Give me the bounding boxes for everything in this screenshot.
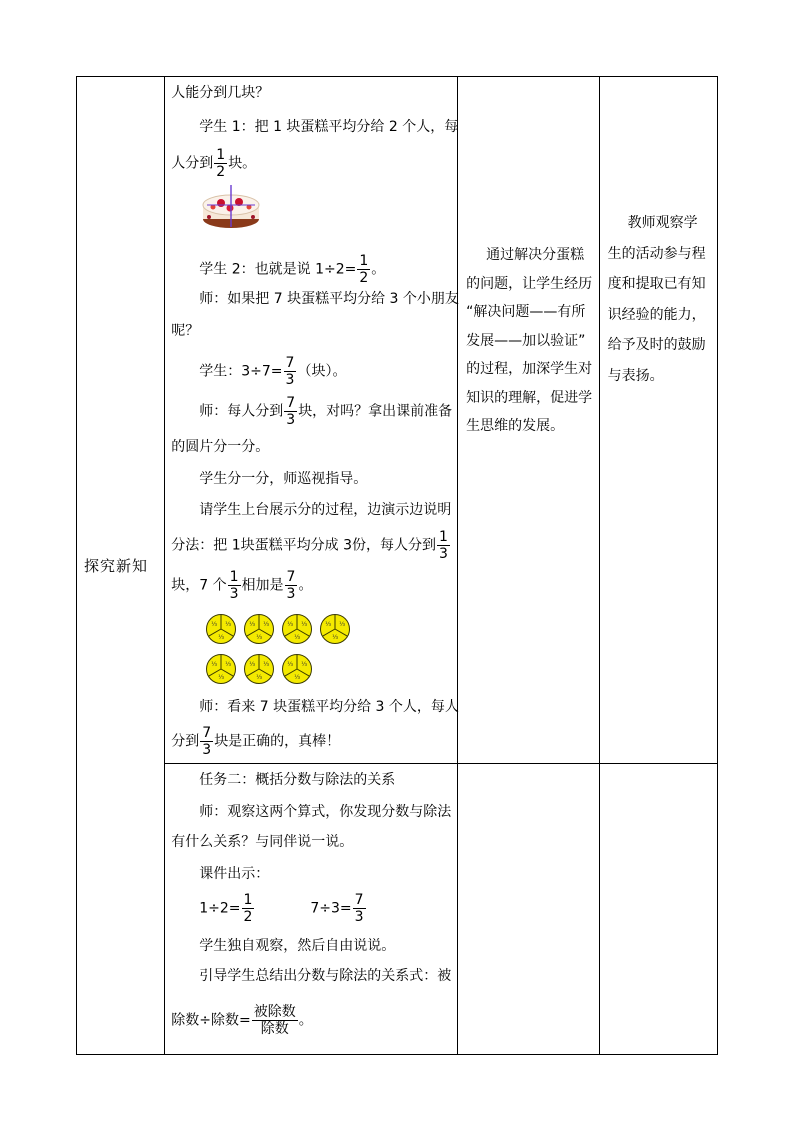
- goal-text: 通过解决分蛋糕 的问题，让学生经历 “解决问题——有所 发展——加以验证” 的过程，加深学生对 知识的理解，促进学 生思维的发展。: [466, 247, 593, 434]
- text-line: 请学生上台展示分的过程，边演示边说明: [199, 502, 452, 518]
- pie-slice-label: ⅓: [294, 634, 301, 641]
- text-line: 课件出示：: [199, 866, 270, 882]
- text-line: 学生 1：把 1 块蛋糕平均分给 2 个人，每: [199, 119, 459, 135]
- pie-row: [205, 613, 351, 645]
- pie-slice-label: ⅓: [249, 621, 256, 628]
- process-cell-2: [165, 764, 458, 1055]
- pie-slice-label: ⅓: [287, 621, 294, 628]
- text-line: 呢？: [171, 323, 200, 339]
- pie-slice-label: ⅓: [225, 621, 232, 628]
- text-line: 分法：把 1块蛋糕平均分成 3份，每人分到 $\frac{1}{3}$: [171, 529, 448, 562]
- pie-slice-label: ⅓: [218, 634, 225, 641]
- pie-circle: [205, 613, 237, 645]
- eval-cell-1: [599, 77, 717, 764]
- text-line: 块，7 个 $\frac{1}{3}$ 相加是 $\frac{7}{3}$ 。: [171, 569, 313, 602]
- section-label: 探究新知: [84, 557, 149, 575]
- text-line: 学生独自观察，然后自由说说。: [199, 938, 396, 954]
- pie-slice-label: ⅓: [263, 621, 270, 628]
- fraction: $\frac{1}{2}$: [216, 147, 226, 180]
- pie-slice-label: ⅓: [301, 621, 308, 628]
- text-line: 的圆片分一分。: [171, 439, 270, 455]
- pie-slice-label: ⅓: [249, 661, 256, 668]
- pie-slice-label: ⅓: [263, 661, 270, 668]
- pie-slice-label: ⅓: [332, 634, 339, 641]
- pie-circle: [243, 613, 275, 645]
- pie-circle: [281, 613, 313, 645]
- text-line: 引导学生总结出分数与除法的关系式：被: [199, 968, 452, 984]
- pie-slice-label: ⅓: [301, 661, 308, 668]
- relation-fraction: $\frac{\text{被除数}}{\text{除数}}$: [253, 1004, 296, 1037]
- equation-line: 1÷2= $\frac{1}{2}$ 7÷3= $\frac{7}{3}$: [199, 892, 364, 925]
- text-line: 学生 2：也就是说 1÷2= $\frac{1}{2}$ 。: [199, 253, 386, 286]
- text-line: 有什么关系？与同伴说一说。: [171, 834, 354, 850]
- lesson-table: [76, 76, 718, 1055]
- pie-slice-label: ⅓: [211, 661, 218, 668]
- goal-cell-1: [458, 77, 599, 764]
- fraction: $\frac{1}{2}$: [359, 253, 369, 286]
- cake-image: [199, 183, 263, 231]
- pie-circle: [243, 653, 275, 685]
- pie-slice-label: ⅓: [339, 621, 346, 628]
- pie-slice-label: ⅓: [287, 661, 294, 668]
- process-cell-1: [165, 77, 458, 764]
- fraction: $\frac{7}{3}$: [286, 395, 296, 428]
- relation-line: 除数÷除数= $\frac{\text{被除数}}{\text{除数}}$ 。: [171, 1004, 313, 1037]
- text-line: 师：看来 7 块蛋糕平均分给 3 个人，每人: [199, 699, 459, 715]
- pie-circle: [205, 653, 237, 685]
- text-line: 人分到 $\frac{1}{2}$ 块。: [171, 147, 257, 180]
- pie-slice-label: ⅓: [211, 621, 218, 628]
- text-line: 师：每人分到 $\frac{7}{3}$ 块，对吗？拿出课前准备: [199, 395, 453, 428]
- pie-slice-label: ⅓: [294, 674, 301, 681]
- fraction: $\frac{1}{3}$: [229, 569, 239, 602]
- pie-slice-label: ⅓: [218, 674, 225, 681]
- text-line: 分到 $\frac{7}{3}$ 块是正确的，真棒！: [171, 725, 341, 758]
- text-line: 任务二：概括分数与除法的关系: [199, 772, 396, 788]
- goal-cell-2: [458, 764, 599, 1055]
- pie-slice-label: ⅓: [256, 634, 263, 641]
- fraction: $\frac{7}{3}$: [286, 569, 296, 602]
- pie-circle: [319, 613, 351, 645]
- pie-slice-label: ⅓: [325, 621, 332, 628]
- pie-slice-label: ⅓: [256, 674, 263, 681]
- text-line: 学生：3÷7= $\frac{7}{3}$ （块）。: [199, 355, 347, 388]
- fraction: $\frac{7}{3}$: [285, 355, 295, 388]
- text-line: 人能分到几块？: [171, 85, 270, 101]
- text-line: 学生分一分，师巡视指导。: [199, 471, 368, 487]
- eval-text: 教师观察学 生的活动参与程 度和提取已有知 识经验的能力， 给予及时的鼓励 与表扬。: [607, 215, 706, 384]
- fraction: $\frac{1}{3}$: [438, 529, 448, 562]
- fraction: $\frac{7}{3}$: [354, 892, 364, 925]
- eval-cell-2: [599, 764, 717, 1055]
- text-line: 师：观察这两个算式，你发现分数与除法: [199, 804, 452, 820]
- fraction: $\frac{7}{3}$: [202, 725, 212, 758]
- text-line: 师：如果把 7 块蛋糕平均分给 3 个小朋友: [199, 291, 459, 307]
- pie-row: [205, 653, 313, 685]
- section-label-cell: [77, 77, 165, 1055]
- fraction: $\frac{1}{2}$: [243, 892, 253, 925]
- pie-slice-label: ⅓: [225, 661, 232, 668]
- pie-circle: [281, 653, 313, 685]
